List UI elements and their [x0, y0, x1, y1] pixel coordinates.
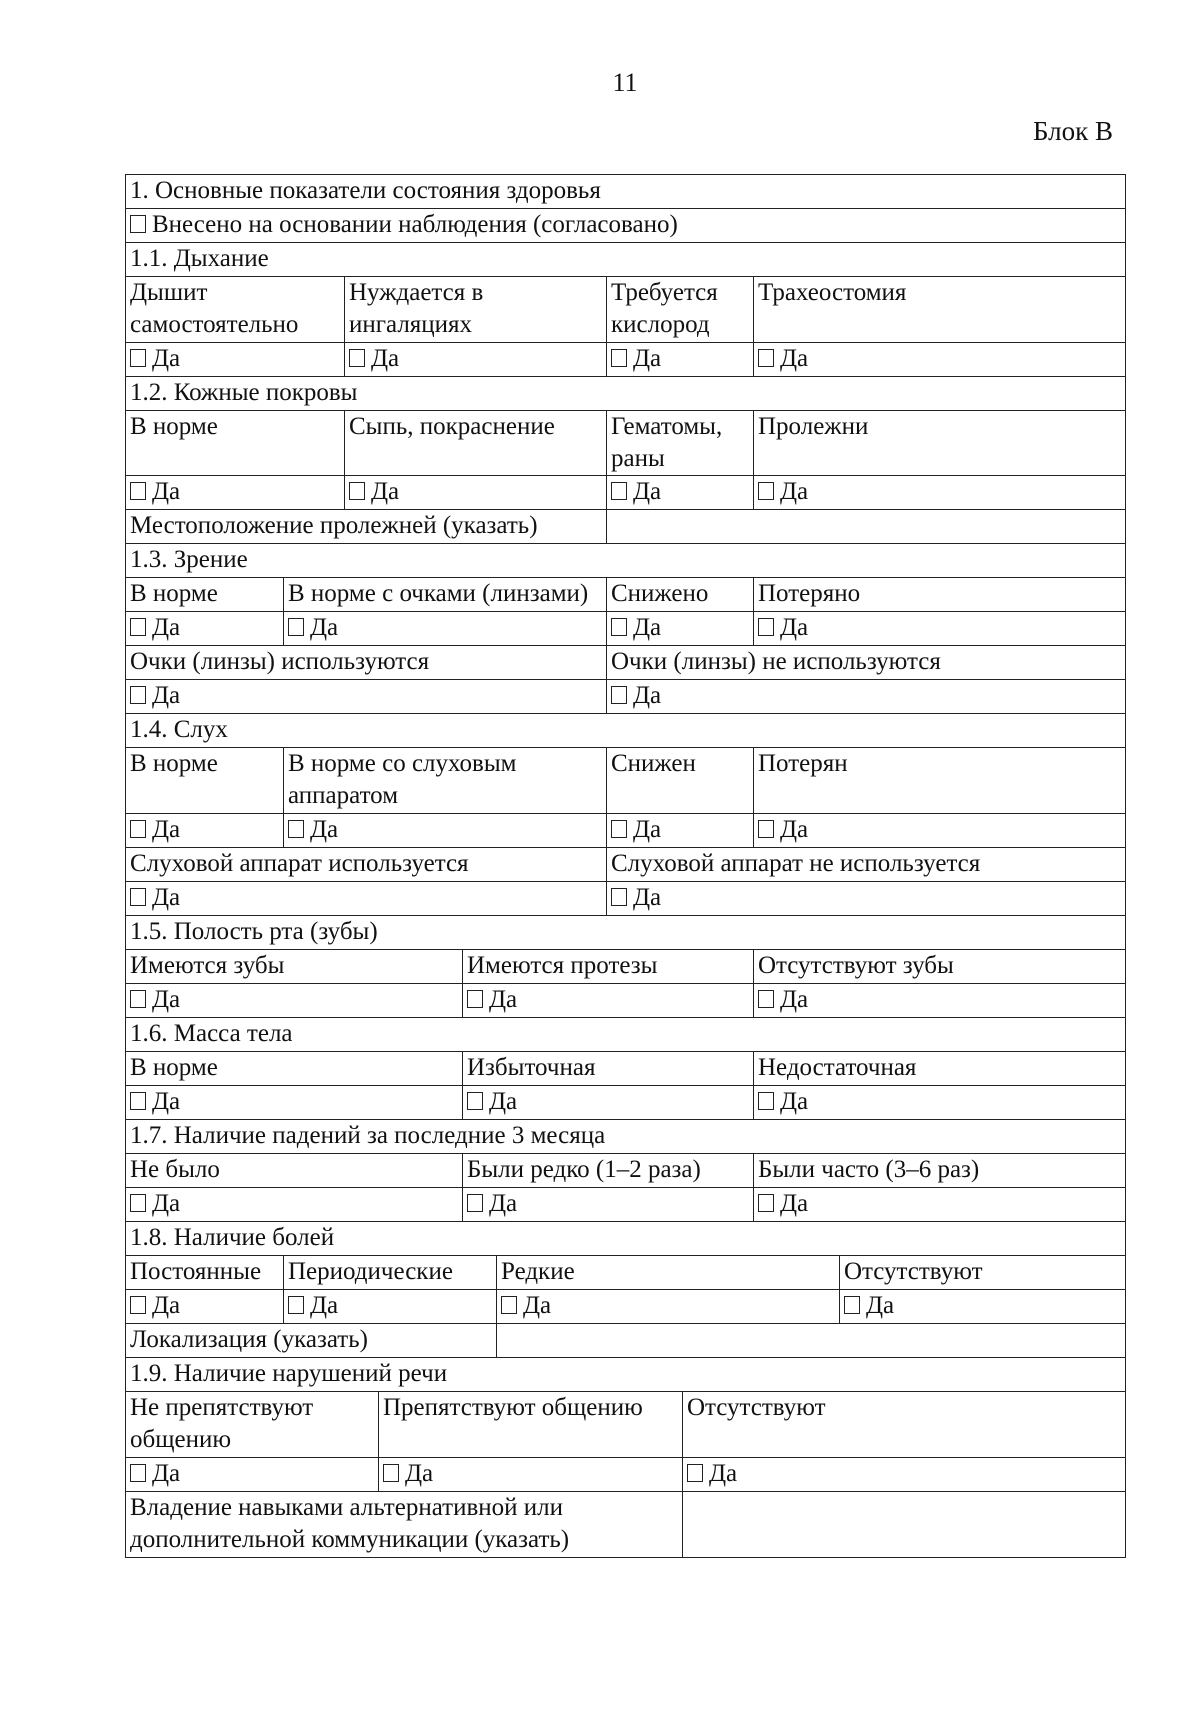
yes-checkbox[interactable]: [126, 1458, 379, 1492]
subsection-title: 1.9. Наличие нарушений речи: [126, 1358, 1126, 1392]
checkbox-icon[interactable]: [687, 1464, 703, 1482]
option-label: Потеряно: [754, 578, 1126, 612]
checkbox-icon[interactable]: [844, 1296, 860, 1314]
yes-label: Да: [152, 478, 181, 505]
subsection-title: 1.4. Слух: [126, 714, 1126, 748]
communication-skills-label: Владение навыками альтернативной или дополнительной коммуникации (указать): [126, 1492, 683, 1558]
option-label: Отсутствуют: [840, 1256, 1126, 1290]
subsection-title: 1.3. Зрение: [126, 544, 1126, 578]
option-label: Очки (линзы) используются: [126, 646, 607, 680]
yes-label: Да: [709, 1460, 738, 1487]
yes-label: Да: [152, 682, 181, 709]
yes-checkbox[interactable]: [607, 612, 754, 646]
option-label: В норме: [126, 748, 284, 814]
yes-checkbox[interactable]: [284, 814, 607, 848]
yes-label: Да: [780, 345, 809, 372]
yes-label: Да: [371, 478, 400, 505]
checkbox-icon[interactable]: [130, 686, 146, 704]
option-label: Имеются протезы: [463, 950, 754, 984]
checkbox-icon[interactable]: [130, 349, 146, 367]
yes-checkbox[interactable]: [345, 476, 607, 510]
checkbox-icon[interactable]: [611, 686, 627, 704]
yes-label: Да: [152, 614, 181, 641]
yes-checkbox[interactable]: [126, 882, 607, 916]
option-label: Не препятствуют общению: [126, 1392, 379, 1458]
health-indicators-form: [125, 174, 1126, 1558]
yes-label: Да: [405, 1460, 434, 1487]
yes-checkbox[interactable]: [126, 1188, 463, 1222]
yes-label: Да: [866, 1292, 895, 1319]
yes-checkbox[interactable]: [284, 1290, 497, 1324]
option-label: Очки (линзы) не используются: [607, 646, 1126, 680]
option-label: Отсутствуют: [683, 1392, 1126, 1458]
option-label: Гематомы, раны: [607, 411, 754, 476]
yes-checkbox[interactable]: [126, 1290, 284, 1324]
checkbox-icon[interactable]: [758, 482, 774, 500]
yes-label: Да: [780, 478, 809, 505]
checkbox-icon[interactable]: [130, 820, 146, 838]
yes-label: Да: [152, 884, 181, 911]
yes-label: Да: [780, 1190, 809, 1217]
yes-checkbox[interactable]: [754, 1188, 1126, 1222]
yes-checkbox[interactable]: [463, 1086, 754, 1120]
yes-checkbox[interactable]: [607, 882, 1126, 916]
option-label: В норме: [126, 1052, 463, 1086]
subsection-title: 1.1. Дыхание: [126, 243, 1126, 277]
checkbox-icon[interactable]: [758, 990, 774, 1008]
option-label: В норме с очками (линзами): [284, 578, 607, 612]
yes-checkbox[interactable]: [754, 984, 1126, 1018]
checkbox-icon[interactable]: [349, 349, 365, 367]
option-label: Избыточная: [463, 1052, 754, 1086]
checkbox-icon[interactable]: [611, 349, 627, 367]
checkbox-icon[interactable]: [130, 990, 146, 1008]
yes-label: Да: [310, 1292, 339, 1319]
checkbox-icon[interactable]: [130, 215, 146, 233]
section-title: 1. Основные показатели состояния здоровья: [126, 175, 1126, 209]
bedsore-location-field[interactable]: [607, 510, 1126, 544]
yes-checkbox[interactable]: [840, 1290, 1126, 1324]
checkbox-icon[interactable]: [130, 1464, 146, 1482]
yes-label: Да: [633, 682, 662, 709]
checkbox-icon[interactable]: [758, 1194, 774, 1212]
option-label: Отсутствуют зубы: [754, 950, 1126, 984]
yes-label: Да: [489, 1190, 518, 1217]
yes-checkbox[interactable]: [345, 343, 607, 377]
yes-label: Да: [371, 345, 400, 372]
yes-checkbox[interactable]: [463, 1188, 754, 1222]
subsection-title: 1.8. Наличие болей: [126, 1222, 1126, 1256]
yes-label: Да: [633, 614, 662, 641]
yes-checkbox[interactable]: [379, 1458, 683, 1492]
yes-label: Да: [780, 986, 809, 1013]
pain-location-label: Локализация (указать): [126, 1324, 497, 1358]
option-label: Потерян: [754, 748, 1126, 814]
yes-label: Да: [152, 1190, 181, 1217]
checkbox-icon[interactable]: [130, 888, 146, 906]
yes-checkbox[interactable]: [126, 343, 345, 377]
option-label: Не было: [126, 1154, 463, 1188]
yes-checkbox[interactable]: [463, 984, 754, 1018]
checkbox-icon[interactable]: [130, 618, 146, 636]
checkbox-icon[interactable]: [467, 1092, 483, 1110]
yes-checkbox[interactable]: [607, 476, 754, 510]
yes-label: Да: [633, 816, 662, 843]
yes-label: Да: [152, 816, 181, 843]
yes-checkbox[interactable]: [607, 343, 754, 377]
bedsore-location-label: Местоположение пролежней (указать): [126, 510, 607, 544]
yes-checkbox[interactable]: [126, 984, 463, 1018]
yes-checkbox[interactable]: [126, 680, 607, 714]
checkbox-icon[interactable]: [288, 618, 304, 636]
checkbox-icon[interactable]: [758, 349, 774, 367]
option-label: Снижено: [607, 578, 754, 612]
yes-checkbox[interactable]: [607, 814, 754, 848]
observation-checkbox[interactable]: [126, 209, 1126, 243]
option-label: Редкие: [497, 1256, 840, 1290]
yes-label: Да: [633, 345, 662, 372]
yes-checkbox[interactable]: [126, 476, 345, 510]
subsection-title: 1.2. Кожные покровы: [126, 377, 1126, 411]
yes-label: Да: [780, 1088, 809, 1115]
option-label: Препятствуют общению: [379, 1392, 683, 1458]
option-label: Имеются зубы: [126, 950, 463, 984]
yes-checkbox[interactable]: [683, 1458, 1126, 1492]
option-label: В норме: [126, 578, 284, 612]
yes-label: Да: [152, 345, 181, 372]
checkbox-icon[interactable]: [130, 1092, 146, 1110]
option-label: Постоянные: [126, 1256, 284, 1290]
checkbox-icon[interactable]: [349, 482, 365, 500]
checkbox-icon[interactable]: [501, 1296, 517, 1314]
option-label: Трахеостомия: [754, 277, 1126, 343]
checkbox-icon[interactable]: [130, 1194, 146, 1212]
yes-label: Да: [489, 1088, 518, 1115]
checkbox-icon[interactable]: [758, 618, 774, 636]
checkbox-icon[interactable]: [758, 820, 774, 838]
yes-checkbox[interactable]: [284, 612, 607, 646]
yes-checkbox[interactable]: [754, 612, 1126, 646]
option-label: Пролежни: [754, 411, 1126, 476]
yes-label: Да: [310, 816, 339, 843]
checkbox-icon[interactable]: [611, 820, 627, 838]
yes-label: Да: [489, 986, 518, 1013]
yes-checkbox[interactable]: [754, 476, 1126, 510]
communication-skills-field[interactable]: [683, 1492, 1126, 1558]
option-label: Слуховой аппарат не используется: [607, 848, 1126, 882]
block-title: Блок В: [1033, 116, 1113, 146]
checkbox-icon[interactable]: [467, 990, 483, 1008]
option-label: Снижен: [607, 748, 754, 814]
option-label: Были редко (1–2 раза): [463, 1154, 754, 1188]
option-label: Нуждается в ингаляциях: [345, 277, 607, 343]
yes-label: Да: [152, 1460, 181, 1487]
checkbox-icon[interactable]: [383, 1464, 399, 1482]
subsection-title: 1.5. Полость рта (зубы): [126, 916, 1126, 950]
yes-label: Да: [780, 614, 809, 641]
yes-label: Да: [152, 1088, 181, 1115]
checkbox-icon[interactable]: [611, 618, 627, 636]
checkbox-icon[interactable]: [611, 482, 627, 500]
checkbox-icon[interactable]: [611, 888, 627, 906]
option-label: Были часто (3–6 раз): [754, 1154, 1126, 1188]
checkbox-icon[interactable]: [288, 820, 304, 838]
subsection-title: 1.6. Масса тела: [126, 1018, 1126, 1052]
option-label: В норме со слуховым аппаратом: [284, 748, 607, 814]
yes-label: Да: [633, 884, 662, 911]
page-number: 11: [612, 68, 638, 97]
checkbox-icon[interactable]: [130, 1296, 146, 1314]
yes-checkbox[interactable]: [126, 612, 284, 646]
option-label: В норме: [126, 411, 345, 476]
subsection-title: 1.7. Наличие падений за последние 3 месяца: [126, 1120, 1126, 1154]
yes-label: Да: [633, 478, 662, 505]
yes-checkbox[interactable]: [126, 1086, 463, 1120]
option-label: Слуховой аппарат используется: [126, 848, 607, 882]
option-label: Периодические: [284, 1256, 497, 1290]
yes-label: Да: [780, 816, 809, 843]
yes-label: Да: [310, 614, 339, 641]
checkbox-icon[interactable]: [288, 1296, 304, 1314]
yes-checkbox[interactable]: [754, 1086, 1126, 1120]
yes-label: Да: [523, 1292, 552, 1319]
checkbox-icon[interactable]: [130, 482, 146, 500]
yes-label: Да: [152, 1292, 181, 1319]
yes-label: Да: [152, 986, 181, 1013]
yes-checkbox[interactable]: [497, 1290, 840, 1324]
pain-location-field[interactable]: [497, 1324, 1126, 1358]
checkbox-icon[interactable]: [467, 1194, 483, 1212]
option-label: Недостаточная: [754, 1052, 1126, 1086]
yes-checkbox[interactable]: [607, 680, 1126, 714]
yes-checkbox[interactable]: [126, 814, 284, 848]
option-label: Сыпь, покраснение: [345, 411, 607, 476]
yes-checkbox[interactable]: [754, 814, 1126, 848]
option-label: Дышит самостоятельно: [126, 277, 345, 343]
option-label: Требуется кислород: [607, 277, 754, 343]
checkbox-icon[interactable]: [758, 1092, 774, 1110]
yes-checkbox[interactable]: [754, 343, 1126, 377]
observation-note: Внесено на основании наблюдения (согласовано): [152, 211, 678, 238]
